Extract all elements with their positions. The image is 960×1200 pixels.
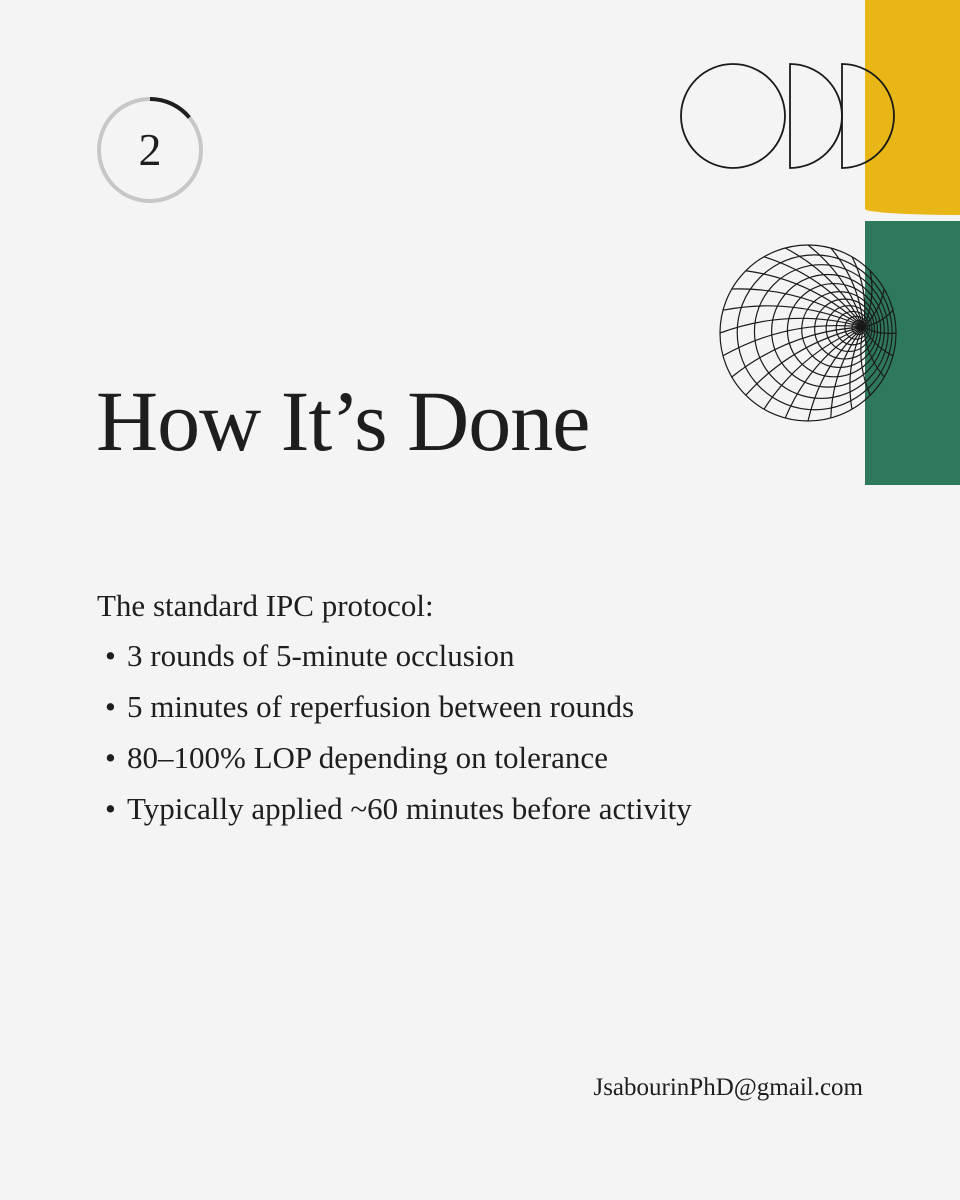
list-item-text: 5 minutes of reperfusion between rounds [127, 689, 635, 724]
page-number: 2 [138, 124, 162, 175]
list-item-text: 80–100% LOP depending on tolerance [127, 740, 608, 775]
page-title: How It’s Done [96, 373, 590, 469]
bullet-icon: • [105, 740, 116, 775]
list-item-text: Typically applied ~60 minutes before activity [127, 791, 692, 826]
list-item [97, 732, 692, 783]
protocol-list [97, 630, 692, 834]
overlapping-circles-icon [676, 58, 902, 174]
list-item [97, 630, 692, 681]
bullet-icon: • [105, 791, 116, 826]
contact-email[interactable]: JsabourinPhD@gmail.com [593, 1074, 863, 1101]
wireframe-sphere-icon [712, 237, 904, 429]
list-item [97, 783, 692, 834]
list-item-text: 3 rounds of 5-minute occlusion [127, 638, 515, 673]
bullet-icon: • [105, 689, 116, 724]
protocol-content [97, 582, 692, 834]
page-indicator [94, 94, 206, 206]
protocol-intro: The standard IPC protocol: [97, 588, 434, 623]
list-item [97, 681, 692, 732]
bullet-icon: • [105, 638, 116, 673]
